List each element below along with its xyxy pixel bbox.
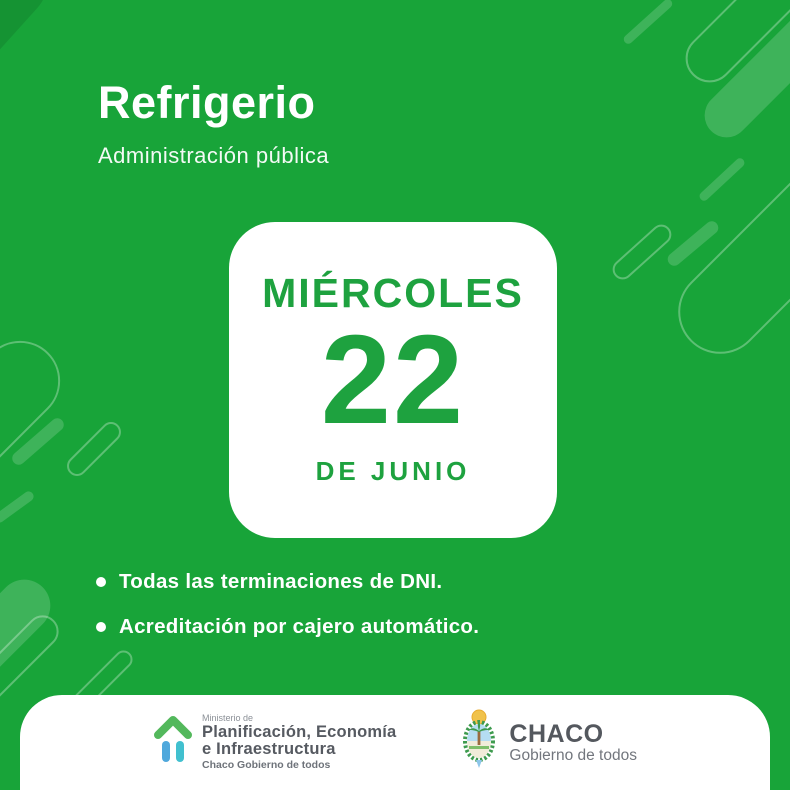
decor-pill-dark-top-left bbox=[0, 0, 68, 115]
header bbox=[98, 77, 330, 169]
list-item bbox=[96, 570, 479, 594]
decor-pill bbox=[698, 156, 747, 202]
ministry-logo bbox=[153, 714, 396, 772]
day-number: 22 bbox=[320, 309, 466, 451]
bullet-text: Acreditación por cajero automático. bbox=[119, 615, 480, 638]
province-text bbox=[509, 721, 637, 765]
footer-bar bbox=[20, 695, 770, 790]
weekday-label: MIÉRCOLES bbox=[262, 270, 524, 317]
decor-pill bbox=[661, 97, 790, 371]
chaco-shield-icon bbox=[460, 709, 498, 776]
page-subtitle: Administración pública bbox=[98, 143, 330, 168]
house-icon bbox=[153, 714, 193, 771]
ministry-name-line2: e Infraestructura bbox=[202, 740, 336, 759]
month-label: DE JUNIO bbox=[315, 455, 471, 486]
decor-pill bbox=[622, 0, 674, 46]
info-bullets bbox=[96, 570, 479, 660]
list-item bbox=[96, 615, 479, 639]
decor-pill bbox=[0, 489, 36, 524]
decor-pill bbox=[63, 418, 125, 480]
province-tagline: Gobierno de todos bbox=[509, 746, 637, 764]
ministry-text bbox=[202, 714, 396, 772]
decor-pill bbox=[0, 324, 77, 581]
bullet-dot-icon bbox=[96, 622, 106, 632]
province-logo bbox=[460, 709, 637, 776]
bullet-dot-icon bbox=[96, 577, 106, 587]
province-name: CHACO bbox=[509, 719, 604, 748]
decor-pill bbox=[609, 220, 676, 283]
ministry-name-line1: Planificación, Economía bbox=[202, 723, 397, 742]
ministry-underline: Chaco Gobierno de todos bbox=[202, 759, 331, 772]
page-title: Refrigerio bbox=[98, 77, 316, 128]
ministry-overline: Ministerio de bbox=[202, 712, 254, 723]
date-card bbox=[229, 222, 557, 538]
bullet-text: Todas las terminaciones de DNI. bbox=[119, 570, 443, 593]
